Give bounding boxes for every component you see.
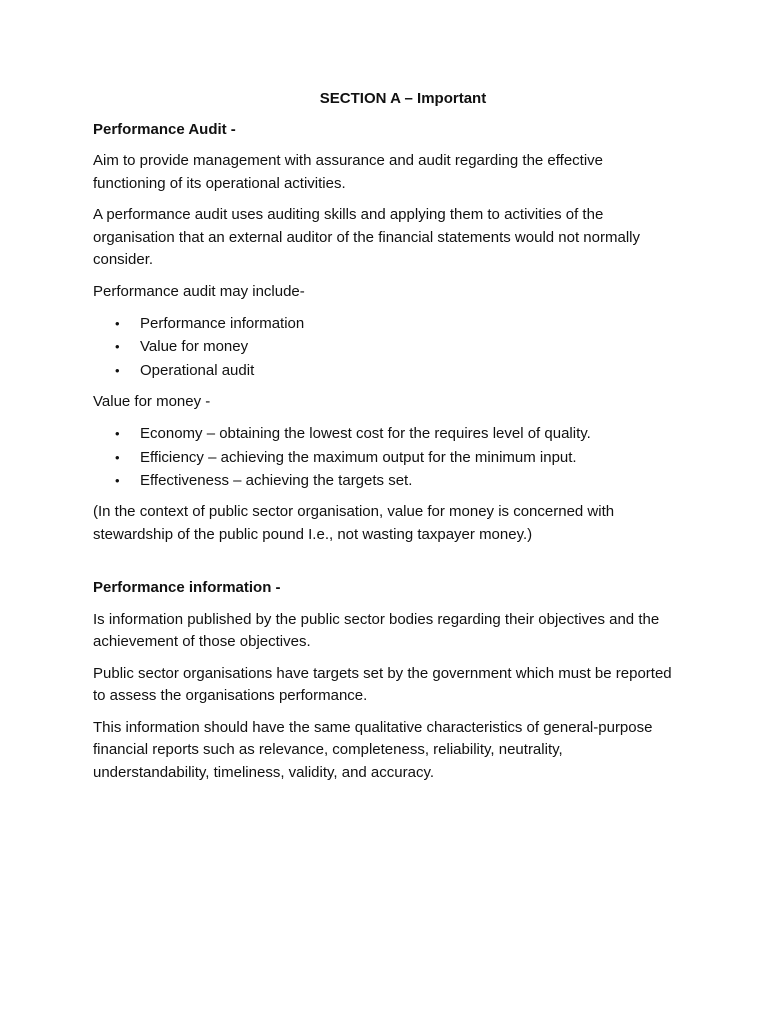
list-item-text: Efficiency – achieving the maximum output for the minimum input.	[140, 448, 577, 466]
bullet-icon: •	[115, 339, 120, 355]
paragraph-vfm-note: (In the context of public sector organisation, value for money is concerned with stewardship of the public pound I.e., not wasting taxpayer money.)	[93, 503, 615, 543]
document-page	[93, 88, 673, 793]
paragraph-information-definition: Is information published by the public sector bodies regarding their objectives and the achievement of those objectives.	[93, 610, 660, 651]
list-item-text: Operational audit	[140, 361, 255, 379]
paragraph-characteristics: This information should have the same qualitative characteristics of general-purpose financial reports such as relevance, completeness, reliability, neutrality, understandability, timeliness, validity, and accuracy.	[93, 718, 653, 781]
list-item	[93, 469, 673, 492]
list-item	[93, 422, 673, 445]
value-for-money-list	[93, 422, 673, 492]
performance-audit-list	[93, 312, 673, 382]
paragraph-aim: Aim to provide management with assurance and audit regarding the effective functioning of its operational activities.	[93, 152, 604, 192]
list-item	[93, 312, 673, 335]
list-item-text: Economy – obtaining the lowest cost for the requires level of quality.	[140, 425, 591, 443]
paragraph-performance-audit-definition: A performance audit uses auditing skills and applying them to activities of the organisation that an external auditor of the financial statements would not normally consider.	[93, 206, 640, 268]
bullet-icon: •	[115, 316, 120, 331]
section-heading-performance-information: Performance information -	[93, 579, 281, 597]
list-item-text: Effectiveness – achieving the targets set.	[140, 471, 413, 489]
list-item-text: Performance information	[140, 315, 305, 332]
bullet-icon: •	[115, 362, 120, 378]
list-item-text: Value for money	[140, 338, 249, 356]
page-title: SECTION A – Important	[319, 90, 487, 107]
spacer	[93, 555, 673, 577]
paragraph-vfm-intro: Value for money -	[93, 392, 211, 410]
bullet-icon: •	[115, 426, 120, 442]
bullet-icon: •	[115, 449, 120, 465]
list-item	[93, 335, 673, 358]
paragraph-list-intro: Performance audit may include-	[93, 282, 305, 300]
bullet-icon: •	[115, 472, 120, 488]
paragraph-targets: Public sector organisations have targets set by the government which must be reported to assess the organisations performance.	[93, 664, 672, 705]
list-item	[93, 359, 673, 382]
section-heading-performance-audit: Performance Audit -	[93, 120, 236, 138]
list-item	[93, 446, 673, 469]
